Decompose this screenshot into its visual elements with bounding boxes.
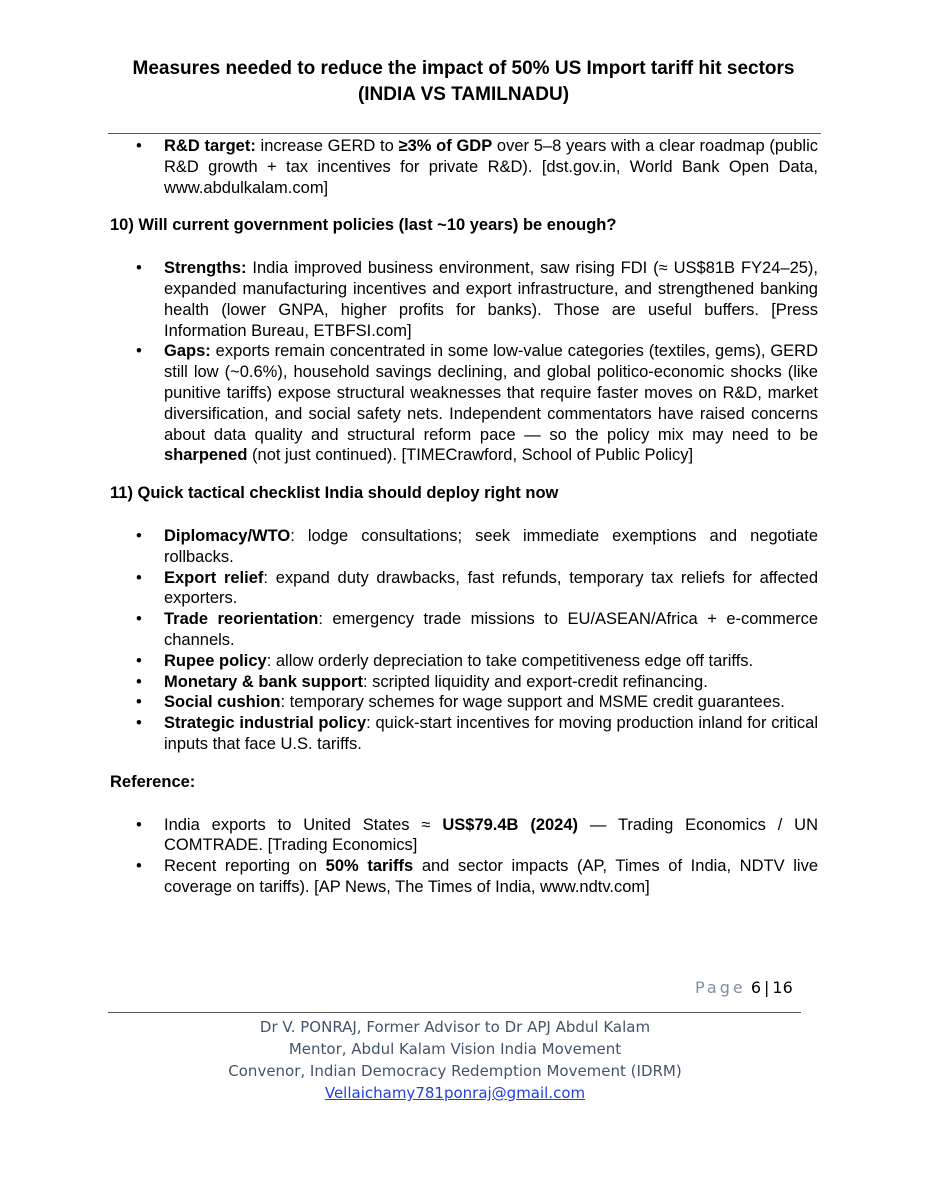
bullet-icon: •	[136, 693, 142, 712]
bullet-icon: •	[136, 342, 142, 361]
item-label: Export relief	[164, 568, 264, 587]
section-11-list	[110, 526, 818, 755]
item-label: Diplomacy/WTO	[164, 526, 291, 545]
page-separator: |	[764, 978, 770, 997]
list-item-strengths	[110, 258, 818, 341]
checklist-item	[110, 568, 818, 610]
bullet-icon: •	[136, 714, 142, 733]
document-title: Measures needed to reduce the impact of 50% US Import tariff hit sectors	[132, 58, 795, 79]
item-text: : lodge consultations; seek immediate exemptions and negotiate rollbacks.	[164, 526, 818, 566]
item-text: (not just continued). [TIMECrawford, School of Public Policy]	[247, 446, 694, 465]
item-label: R&D target:	[164, 137, 256, 155]
document-subtitle: (INDIA VS TAMILNADU)	[357, 84, 570, 105]
item-label: Monetary & bank support	[164, 672, 363, 691]
checklist-item	[110, 713, 818, 755]
bullet-icon: •	[136, 672, 142, 691]
page-body	[110, 136, 818, 898]
item-label: Rupee policy	[164, 651, 267, 670]
item-label: Gaps:	[164, 342, 211, 361]
item-text: : scripted liquidity and export-credit refinancing.	[362, 672, 708, 691]
bullet-icon: •	[136, 137, 142, 155]
page-number	[695, 978, 793, 997]
item-text: : temporary schemes for wage support and MSME credit guarantees.	[280, 693, 785, 712]
bullet-icon: •	[136, 610, 142, 629]
header-divider	[108, 133, 821, 134]
bullet-icon: •	[136, 526, 142, 545]
section-10-list	[110, 258, 818, 466]
item-text: increase GERD to	[255, 137, 399, 155]
bullet-icon: •	[136, 815, 142, 834]
list-item-gaps	[110, 341, 818, 466]
reference-item	[110, 856, 818, 898]
item-text: India improved business environment, saw rising FDI (≈ US$81B FY24–25), expanded manufacturing incentives and export infrastructure, and strengthened banking health (lower GNPA, higher profits for banks). Those are useful buffers. [Press Information Bureau, ETBFSI.com]	[164, 259, 818, 340]
checklist-item	[110, 609, 818, 651]
checklist-item	[110, 672, 818, 693]
footer-line-mentor: Mentor, Abdul Kalam Vision India Movement	[288, 1040, 622, 1058]
page-label: Page	[695, 978, 746, 997]
item-label: Strategic industrial policy	[164, 714, 367, 733]
page-total: 16	[772, 978, 793, 997]
item-text: : expand duty drawbacks, fast refunds, temporary tax reliefs for affected exporters.	[164, 568, 818, 608]
item-text: — Trading Economics / UN COMTRADE. [Trading Economics]	[164, 815, 818, 855]
item-label: Social cushion	[164, 693, 281, 712]
item-emphasis: US$79.4B (2024)	[442, 815, 579, 834]
top-list	[110, 136, 818, 198]
item-emphasis: 50% tariffs	[325, 857, 414, 876]
bullet-icon: •	[136, 857, 142, 876]
item-label: Strengths:	[164, 259, 247, 278]
item-text: : quick-start incentives for moving production inland for critical inputs that face U.S. tariffs.	[164, 714, 819, 753]
item-text: over 5–8 years with a clear roadmap (public R&D growth + tax incentives for private R&D). [dst.gov.in, World Bank Open Data, www.abdulkalam.com]	[164, 137, 818, 197]
bullet-icon: •	[136, 568, 142, 587]
section-10-heading: 10) Will current government policies (last ~10 years) be enough?	[110, 216, 617, 235]
item-text: India exports to United States ≈	[164, 815, 443, 834]
item-text: : allow orderly depreciation to take competitiveness edge off tariffs.	[266, 651, 754, 670]
item-emphasis: sharpened	[164, 446, 248, 465]
footer-divider	[108, 1012, 801, 1013]
section-11-heading: 11) Quick tactical checklist India should deploy right now	[110, 484, 559, 503]
footer-email-link[interactable]: Vellaichamy781ponraj@gmail.com	[324, 1084, 586, 1102]
footer-line-convenor: Convenor, Indian Democracy Redemption Movement (IDRM)	[228, 1062, 682, 1080]
footer	[0, 1016, 910, 1104]
bullet-icon: •	[136, 651, 142, 670]
reference-list	[110, 815, 818, 898]
reference-item	[110, 815, 818, 857]
checklist-item	[110, 526, 818, 568]
list-item-rd-target	[110, 136, 818, 198]
footer-line-author: Dr V. PONRAJ, Former Advisor to Dr APJ Abdul Kalam	[259, 1018, 651, 1036]
item-emphasis: ≥3% of GDP	[398, 137, 493, 155]
reference-heading: Reference:	[110, 772, 196, 791]
item-text: exports remain concentrated in some low-value categories (textiles, gems), GERD still low (~0.6%), household savings declining, and global politico-economic shocks (like punitive tariffs) expose structural weaknesses that require faster moves on R&D, market diversification, and social safety nets. Independent commentators have raised concerns about data quality and structural reform pace — so the policy mix may need to be	[164, 342, 818, 444]
item-text: and sector impacts (AP, Times of India, NDTV live coverage on tariffs). [AP News, The Times of India, www.ndtv.com]	[164, 857, 818, 896]
checklist-item	[110, 692, 818, 713]
checklist-item	[110, 651, 818, 672]
item-text: : emergency trade missions to EU/ASEAN/Africa + e-commerce channels.	[164, 610, 819, 649]
bullet-icon: •	[136, 259, 142, 278]
item-label: Trade reorientation	[164, 610, 319, 629]
page-current: 6	[750, 978, 762, 997]
item-text: Recent reporting on	[164, 857, 326, 876]
